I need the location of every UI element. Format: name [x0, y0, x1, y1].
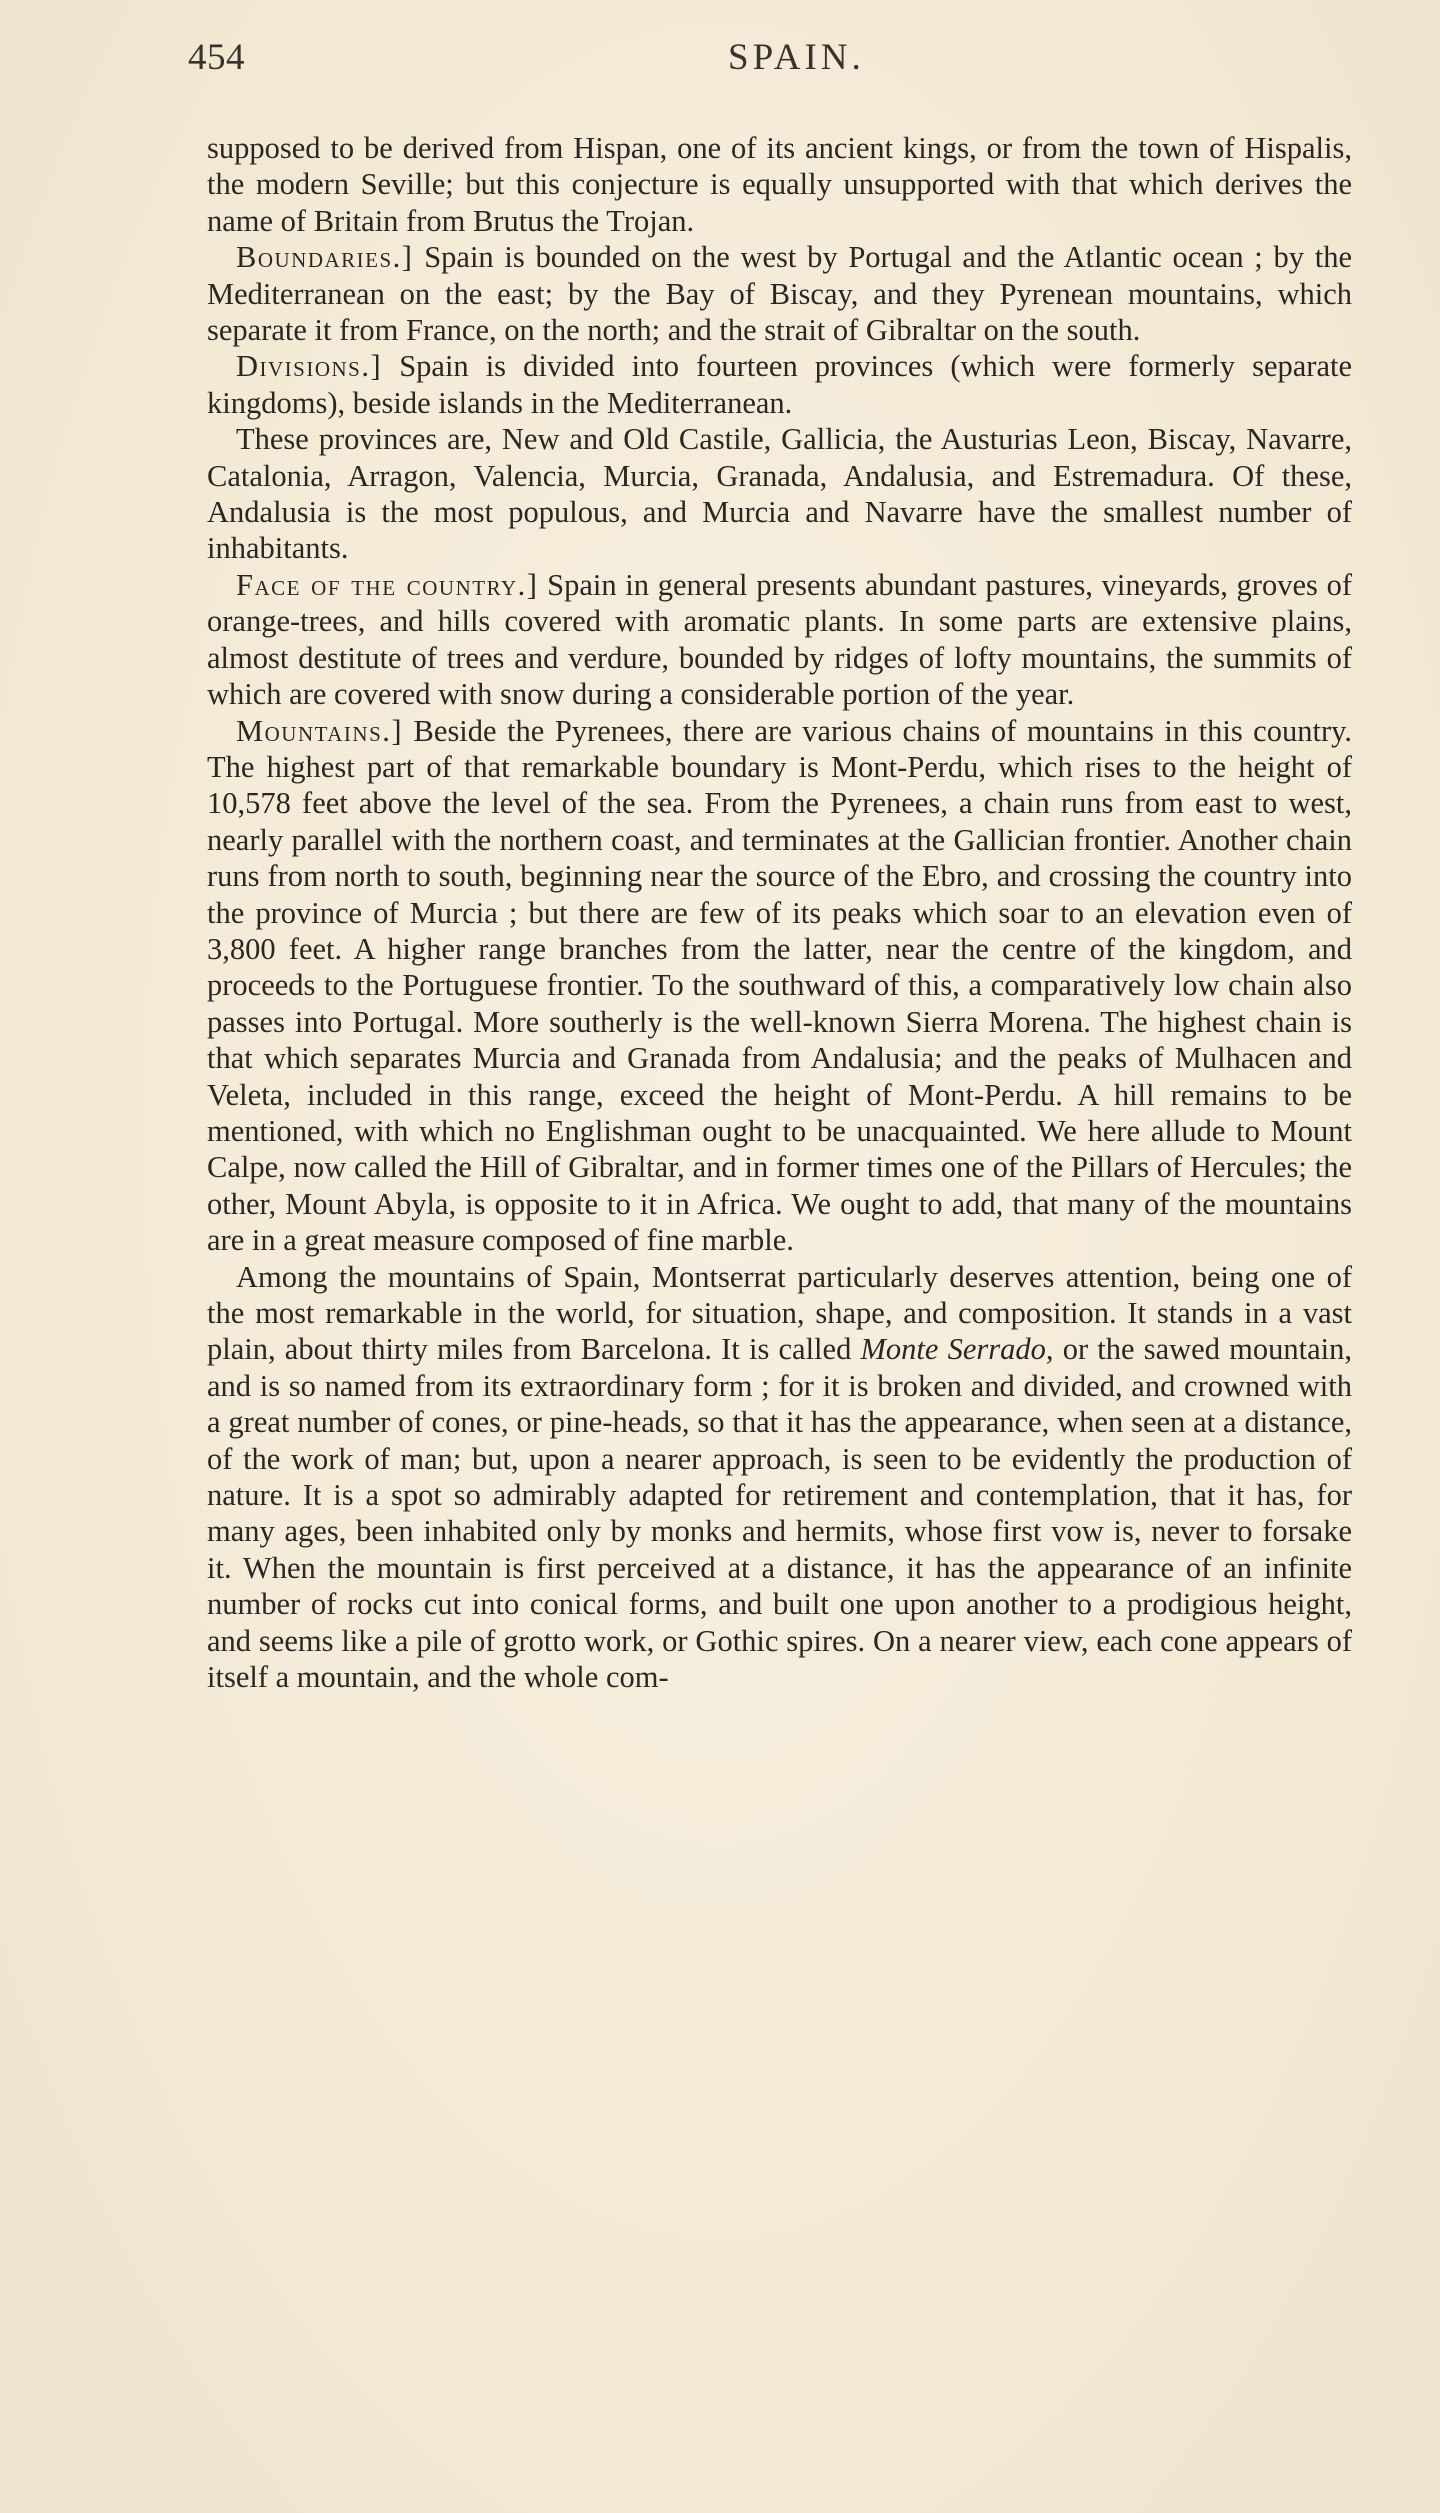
paragraph-boundaries [207, 239, 1352, 348]
paragraph-name-origin [207, 130, 1352, 239]
paragraph-text: Among the mountains of Spain, Montserrat particularly deserves attention, being one of the most remarkable in the world, for situation, shape, and composition. It stands in a vast plain, about thirty miles from Barcelona. It is called [207, 1259, 1352, 1367]
paragraph-provinces [207, 421, 1352, 567]
paragraph-face-of-country [207, 567, 1352, 713]
running-head: SPAIN. [728, 37, 865, 78]
page-number: 454 [188, 37, 245, 78]
paragraph-text: Spain in general presents abundant pastures, vineyards, groves of orange-trees, and hills covered with aromatic plants. In some parts are extensive plains, almost destitute of trees and verdure, bounded by ridges of lofty mountains, the summits of which are covered with snow during a considerable portion of the year. [207, 567, 1352, 712]
page-header [188, 36, 1352, 96]
section-heading-face-of-country: Face of the country.] [236, 567, 539, 602]
paragraph-montserrat [207, 1259, 1352, 1696]
body-text [207, 130, 1352, 1695]
paragraph-text: These provinces are, New and Old Castile, Gallicia, the Austurias Leon, Biscay, Navarre, Catalonia, Arragon, Valencia, Murcia, Granada, Andalusia, and Estremadura. Of these, Andalusia is the most populous, and Murcia and Navarre have the smallest number of inhabitants. [207, 422, 1352, 566]
italic-emphasis: Monte Serrado, [860, 1332, 1054, 1367]
paragraph-text: Spain is bounded on the west by Portugal and the Atlantic ocean ; by the Mediterranean on the east; by the Bay of Biscay, and they Pyrenean mountains, which separate it from France, on the north; and the strait of Gibraltar on the south. [207, 240, 1352, 348]
paragraph-text: supposed to be derived from Hispan, one of its ancient kings, or from the town of Hispalis, the modern Seville; but this conjecture is equally unsupported with that which derives the name of Britain from Brutus the Trojan. [207, 131, 1352, 238]
paragraph-divisions [207, 348, 1352, 421]
section-heading-divisions: Divisions.] [236, 349, 383, 384]
paragraph-text: Beside the Pyrenees, there are various chains of mountains in this country. The highest part of that remarkable boundary is Mont-Perdu, which rises to the height of 10,578 feet above the level of the sea. From the Pyrenees, a chain runs from east to west, nearly parallel with the northern coast, and terminates at the Gallician frontier. Another chain runs from north to south, beginning near the source of the Ebro, and crossing the country into the province of Murcia ; but there are few of its peaks which soar to an elevation even of 3,800 feet. A higher range branches from the latter, near the centre of the kingdom, and proceeds to the Portuguese frontier. To the southward of this, a comparatively low chain also passes into Portugal. More southerly is the well-known Sierra Morena. The highest chain is that which separates Murcia and Granada from Andalusia; and the peaks of Mulhacen and Veleta, included in this range, exceed the height of Mont-Perdu. A hill remains to be mentioned, with which no Englishman ought to be unacquainted. We here allude to Mount Calpe, now called the Hill of Gibraltar, and in former times one of the Pillars of Hercules; the other, Mount Abyla, is opposite to it in Africa. We ought to add, that many of the mountains are in a great measure composed of fine marble. [207, 713, 1352, 1258]
paragraph-text: or the sawed mountain, and is so named from its extraordinary form ; for it is broken and divided, and crowned with a great number of cones, or pine-heads, so that it has the appearance, when seen at a distance, of the work of man; but, upon a nearer approach, is seen to be evidently the production of nature. It is a spot so admirably adapted for retirement and contemplation, that it has, for many ages, been inhabited only by monks and hermits, whose first vow is, never to forsake it. When the mountain is first perceived at a distance, it has the appearance of an infinite number of rocks cut into conical forms, and built one upon another to a prodigious height, and seems like a pile of grotto work, or Gothic spires. On a nearer view, each cone appears of itself a mountain, and the whole com- [207, 1332, 1352, 1695]
paragraph-mountains [207, 713, 1352, 1259]
paragraph-text: Spain is divided into fourteen provinces (which were formerly separate kingdoms), beside islands in the Mediterranean. [207, 349, 1352, 420]
section-heading-mountains: Mountains.] [236, 713, 404, 748]
section-heading-boundaries: Boundaries.] [236, 240, 414, 275]
